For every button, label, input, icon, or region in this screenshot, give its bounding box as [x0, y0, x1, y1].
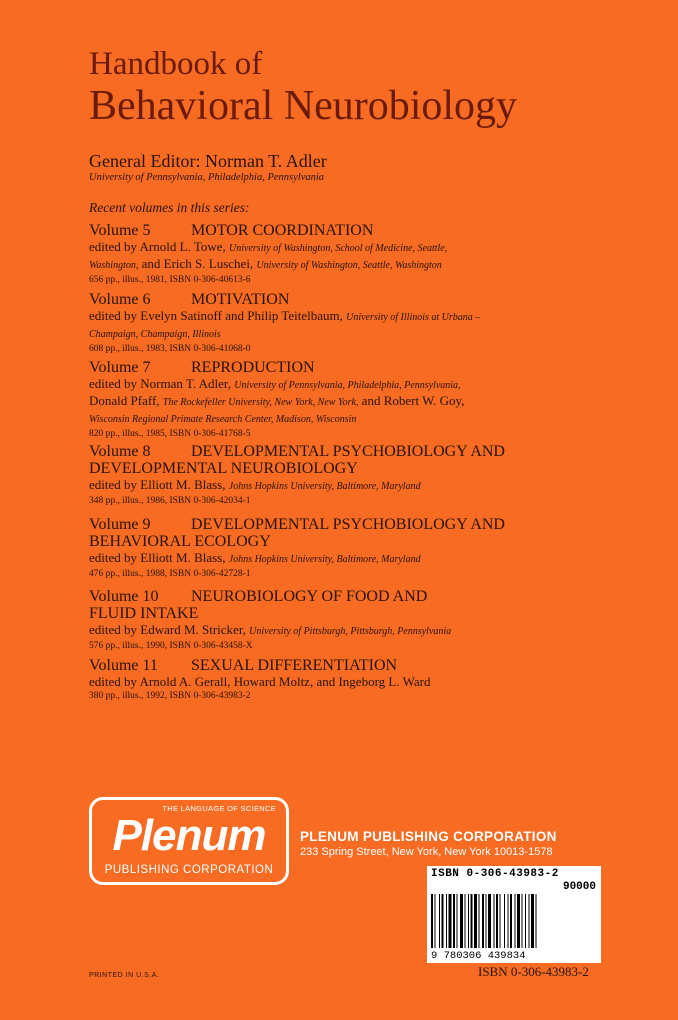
editor-text: University of Pittsburgh, Pittsburgh, Pennsylvania [249, 626, 452, 637]
isbn-barcode [427, 866, 601, 963]
barcode-ean: 9 780306 439834 [431, 950, 526, 962]
volume-entry [89, 443, 609, 508]
volume-heading [89, 222, 609, 239]
publisher-block [300, 829, 557, 858]
volume-editors [89, 393, 609, 410]
editor-text: Wisconsin Regional Primate Research Center, Madison, Wisconsin [89, 414, 357, 425]
logo-subtitle: PUBLISHING CORPORATION [104, 864, 274, 876]
editor-text: edited by Edward M. Stricker, [89, 622, 250, 637]
volume-editors [89, 550, 609, 567]
volume-entry [89, 291, 609, 356]
volume-editors [89, 410, 609, 427]
volume-meta: 608 pp., illus., 1983, ISBN 0-306-41068-0 [89, 344, 251, 354]
publisher-address: 233 Spring Street, New York, New York 10013-1578 [300, 846, 553, 858]
editor-text: Donald Pfaff, [89, 393, 163, 408]
volume-title: MOTIVATION [191, 291, 290, 308]
volume-number: Volume 7 [89, 359, 151, 376]
volume-number: Volume 10 [89, 588, 159, 605]
volume-title: MOTOR COORDINATION [191, 222, 374, 239]
barcode-bars [431, 894, 597, 948]
isbn-footer: ISBN 0-306-43983-2 [478, 964, 589, 979]
editor-text: edited by Elliott M. Blass, [89, 550, 229, 565]
volume-heading [89, 359, 609, 376]
volume-title: BEHAVIORAL ECOLOGY [89, 533, 271, 550]
volume-title: DEVELOPMENTAL NEUROBIOLOGY [89, 460, 358, 477]
volume-heading [89, 605, 609, 622]
volume-heading [89, 533, 609, 550]
volume-editors [89, 325, 609, 342]
logo-tagline: THE LANGUAGE OF SCIENCE [162, 804, 276, 813]
volume-title: DEVELOPMENTAL PSYCHOBIOLOGY AND [191, 516, 505, 533]
volume-title: REPRODUCTION [191, 359, 315, 376]
editor-text: edited by Elliott M. Blass, [89, 477, 229, 492]
editor-text: edited by Arnold L. Towe, [89, 239, 230, 254]
volume-number: Volume 5 [89, 222, 151, 239]
editor-text: edited by Arnold A. Gerall, Howard Moltz, and Ingeborg L. Ward [89, 674, 431, 689]
editor-text: Johns Hopkins University, Baltimore, Maryland [228, 481, 421, 492]
volume-editors [89, 674, 609, 689]
volume-heading [89, 460, 609, 477]
editor-text: Washington, [89, 260, 139, 271]
volume-number: Volume 8 [89, 443, 151, 460]
publisher-name: PLENUM PUBLISHING CORPORATION [300, 829, 557, 844]
volume-heading [89, 657, 609, 674]
editor-text: edited by Evelyn Satinoff and Philip Teitelbaum, [89, 308, 347, 323]
series-title [89, 46, 517, 130]
volume-meta: 476 pp., illus., 1988, ISBN 0-306-42728-1 [89, 569, 251, 579]
editor-text: Johns Hopkins University, Baltimore, Maryland [228, 554, 421, 565]
volume-entry [89, 222, 609, 287]
volume-number: Volume 6 [89, 291, 151, 308]
volume-meta: 656 pp., illus., 1981, ISBN 0-306-40613-6 [89, 275, 251, 285]
volume-entry [89, 588, 609, 653]
volume-heading [89, 588, 609, 605]
editor-text: University of Washington, Seattle, Washington [256, 260, 442, 271]
volume-heading [89, 291, 609, 308]
volume-entry [89, 657, 609, 703]
editor-text: and Robert W. Goy, [358, 393, 465, 408]
general-editor: General Editor: Norman T. Adler [89, 151, 327, 171]
printed-in-usa: PRINTED IN U.S.A. [89, 972, 160, 979]
volume-editors [89, 308, 609, 325]
volume-meta: 820 pp., illus., 1985, ISBN 0-306-41768-5 [89, 429, 251, 439]
volume-editors [89, 376, 609, 393]
general-editor-affiliation: University of Pennsylvania, Philadelphia, Pennsylvania [89, 172, 325, 183]
volume-editors [89, 256, 609, 273]
editor-text: Champaign, Champaign, Illinois [89, 329, 221, 340]
volume-number: Volume 11 [89, 657, 158, 674]
volume-title: NEUROBIOLOGY OF FOOD AND [191, 588, 428, 605]
barcode-price-code: 90000 [562, 881, 596, 893]
editor-text: and Erich S. Luschei, [138, 256, 257, 271]
volume-editors [89, 622, 609, 639]
volume-heading [89, 443, 609, 460]
recent-volumes-label: Recent volumes in this series: [89, 200, 250, 215]
volume-meta: 576 pp., illus., 1990, ISBN 0-306-43458-X [89, 641, 253, 651]
volume-heading [89, 516, 609, 533]
volume-entry [89, 359, 609, 441]
volume-entry [89, 516, 609, 581]
volume-meta: 380 pp., illus., 1992, ISBN 0-306-43983-2 [89, 691, 251, 701]
barcode-isbn: ISBN 0-306-43983-2 [431, 868, 559, 880]
volume-title: SEXUAL DIFFERENTIATION [191, 657, 398, 674]
volume-meta: 348 pp., illus., 1986, ISBN 0-306-42034-1 [89, 496, 251, 506]
editor-text: The Rockefeller University, New York, New York, [162, 397, 359, 408]
volume-title: FLUID INTAKE [89, 605, 199, 622]
logo-wordmark: Plenum [112, 811, 266, 860]
editor-text: University of Illinois at Urbana – [346, 312, 481, 323]
editor-text: University of Pennsylvania, Philadelphia, Pennsylvania, [234, 380, 461, 391]
volume-editors [89, 477, 609, 494]
series-title-line2: Behavioral Neurobiology [89, 83, 518, 129]
volume-number: Volume 9 [89, 516, 151, 533]
volume-title: DEVELOPMENTAL PSYCHOBIOLOGY AND [191, 443, 505, 460]
series-title-line1: Handbook of [89, 46, 263, 82]
editor-text: edited by Norman T. Adler, [89, 376, 235, 391]
plenum-logo [89, 797, 289, 885]
volume-editors [89, 239, 609, 256]
editor-text: University of Washington, School of Medicine, Seattle, [229, 243, 448, 254]
